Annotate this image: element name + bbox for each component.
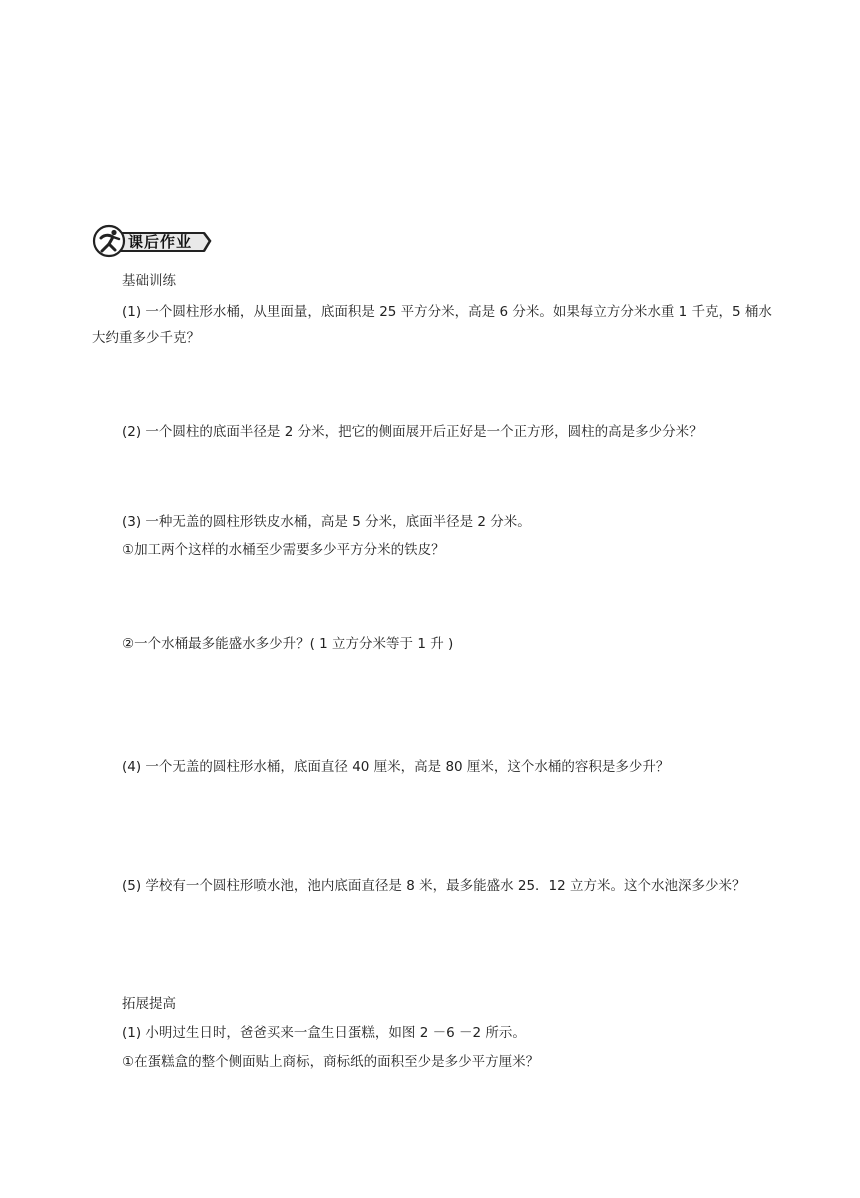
basic-question-3: (3) 一种无盖的圆柱形铁皮水桶，高是 5 分米，底面半径是 2 分米。 <box>122 514 531 530</box>
extension-question-1-part-1: ①在蛋糕盒的整个侧面贴上商标，商标纸的面积至少是多少平方厘米？ <box>122 1054 540 1070</box>
section-header-badge <box>92 224 212 258</box>
basic-question-2: (2) 一个圆柱的底面半径是 2 分米，把它的侧面展开后正好是一个正方形，圆柱的高是多少分米？ <box>122 424 703 440</box>
basic-question-3-part-2: ②一个水桶最多能盛水多少升？( 1 立方分米等于 1 升 ) <box>122 636 454 652</box>
section-title: 课后作业 <box>128 233 193 251</box>
basic-question-4: (4) 一个无盖的圆柱形水桶，底面直径 40 厘米，高是 80 厘米，这个水桶的容积是多少升？ <box>122 759 670 775</box>
basic-heading: 基础训练 <box>122 273 176 289</box>
basic-question-5: (5) 学校有一个圆柱形喷水池，池内底面直径是 8 米，最多能盛水 25．12 立方米。这个水池深多少米？ <box>122 878 746 894</box>
extension-heading: 拓展提高 <box>122 996 176 1012</box>
extension-question-1: (1) 小明过生日时，爸爸买来一盒生日蛋糕，如图 2 －6 －2 所示。 <box>122 1025 526 1041</box>
basic-question-3-part-1: ①加工两个这样的水桶至少需要多少平方分米的铁皮？ <box>122 542 445 558</box>
basic-question-1: (1) 一个圆柱形水桶，从里面量，底面积是 25 平方分米，高是 6 分米。如果每立方分米水重 1 千克，5 桶水大约重多少千克？ <box>92 304 772 346</box>
